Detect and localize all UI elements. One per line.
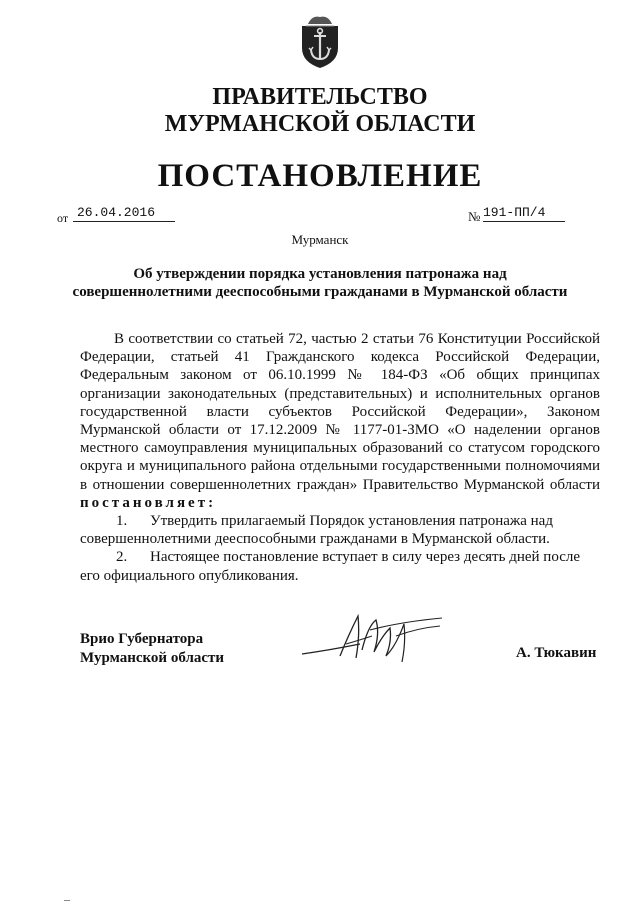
handwritten-signature xyxy=(300,606,448,670)
document-title-line2: совершеннолетними дееспособными гражданами в Мурманской области xyxy=(72,284,568,300)
city: Мурманск xyxy=(291,232,349,247)
document-title xyxy=(60,265,580,301)
government-name-line2: МУРМАНСКОЙ ОБЛАСТИ xyxy=(164,111,476,137)
government-name xyxy=(0,84,640,138)
date-prefix: от xyxy=(57,211,69,225)
document-type: ПОСТАНОВЛЕНИЕ xyxy=(157,158,483,194)
coat-of-arms-icon xyxy=(298,12,342,70)
document-body xyxy=(80,330,600,585)
signatory-position-line1: Врио Губернатора xyxy=(80,631,204,647)
list-item-continuation: его официального опубликования. xyxy=(80,567,299,584)
signatory-name: А. Тюкавин xyxy=(516,645,597,661)
list-item-number: 2. xyxy=(116,549,128,566)
list-item-number: 1. xyxy=(116,513,128,530)
number-prefix: № xyxy=(468,209,481,224)
preamble-paragraph xyxy=(80,330,600,512)
list-item-text: Настоящее постановление вступает в силу через десять дней после xyxy=(150,549,580,566)
document-number: 191-ПП/4 xyxy=(483,205,565,222)
scan-mark xyxy=(64,900,70,901)
list-item-continuation: совершеннолетними дееспособными гражданами в Мурманской области. xyxy=(80,531,550,548)
resolution-word: постановляет: xyxy=(80,494,217,511)
list-item-text: Утвердить прилагаемый Порядок установления патронажа над xyxy=(150,513,553,530)
preamble-text: В соответствии со статьей 72, частью 2 статьи 76 Конституции Российской Федерации, статьей 41 Гражданского кодекса Российской Федерации, Федеральным законом от 06.10.1999 № 184-ФЗ «Об общих принципах организации законодательных (представительных) и исполнительных органов государственной власти субъектов Российской Федерации», Законом Мурманской области от 17.12.2009 № 1177-01-ЗМО «О наделении органов местного самоуправления муниципальных образований со статусом городского округа и муниципального района отдельными государственными полномочиями в отношении совершеннолетних граждан» Правительство Мурманской области xyxy=(80,331,600,493)
document-title-line1: Об утверждении порядка установления патронажа над xyxy=(133,266,507,282)
document-date: 26.04.2016 xyxy=(73,205,175,222)
government-name-line1: ПРАВИТЕЛЬСТВО xyxy=(212,84,428,110)
list-item xyxy=(80,512,600,530)
signatory-position xyxy=(80,630,224,668)
list-item xyxy=(80,548,600,566)
signatory-position-line2: Мурманской области xyxy=(80,650,225,666)
